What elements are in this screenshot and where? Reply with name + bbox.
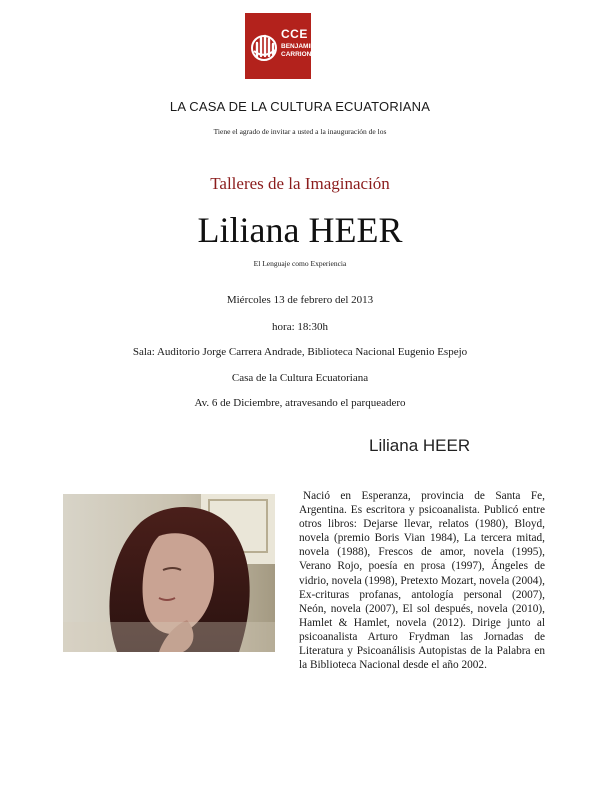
logo-abbreviation: CCE [281, 27, 308, 41]
event-series-title: Talleres de la Imaginación [210, 174, 390, 193]
bio-text: Nació en Esperanza, provincia de Santa Fe, Argentina. Es escritora y psicoanalista. Publicó entre otros libros: Dejarse llevar, relatos (1980), Bloyd, novela (premio Boris Vian 1984), La tercera mitad, novela (1988), Frescos de amor, novela (1995), Verano Rojo, poesía en prosa (1997), Ángeles de vidrio, novela (1998), Pretexto Mozart, novela (2004), Ex-crituras profanas, antología personal (2007), Neón, novela (2007), El sol después, novela (2010), Hamlet & Hamlet, novela (2012). Dirige junto al psicoanalista Arturo Frydman las Jornadas de Literatura y Psicoanálisis Autopistas de la Palabra en la Biblioteca Nacional desde el año 2002. [299, 490, 545, 672]
invitation-text: Tiene el agrado de invitar a usted a la inauguración de los [213, 127, 387, 136]
organization-name: LA CASA DE LA CULTURA ECUATORIANA [169, 99, 431, 114]
event-subtitle: El Lenguaje como Experiencia [253, 259, 347, 268]
author-photo [63, 494, 275, 652]
event-time: hora: 18:30h [272, 321, 328, 333]
cce-logo [245, 13, 315, 79]
event-address: Av. 6 de Diciembre, atravesando el parqueadero [194, 397, 406, 409]
event-room: Sala: Auditorio Jorge Carrera Andrade, Biblioteca Nacional Eugenio Espejo [132, 346, 468, 358]
logo-line-1: BENJAMIN [281, 43, 315, 50]
logo-line-2: CARRION [281, 51, 312, 58]
hand-emblem-icon [248, 29, 280, 63]
event-date: Miércoles 13 de febrero del 2013 [226, 294, 374, 306]
bio-heading: Liliana HEER [369, 436, 471, 455]
event-venue: Casa de la Cultura Ecuatoriana [231, 372, 369, 384]
author-name: Liliana HEER [197, 210, 403, 250]
